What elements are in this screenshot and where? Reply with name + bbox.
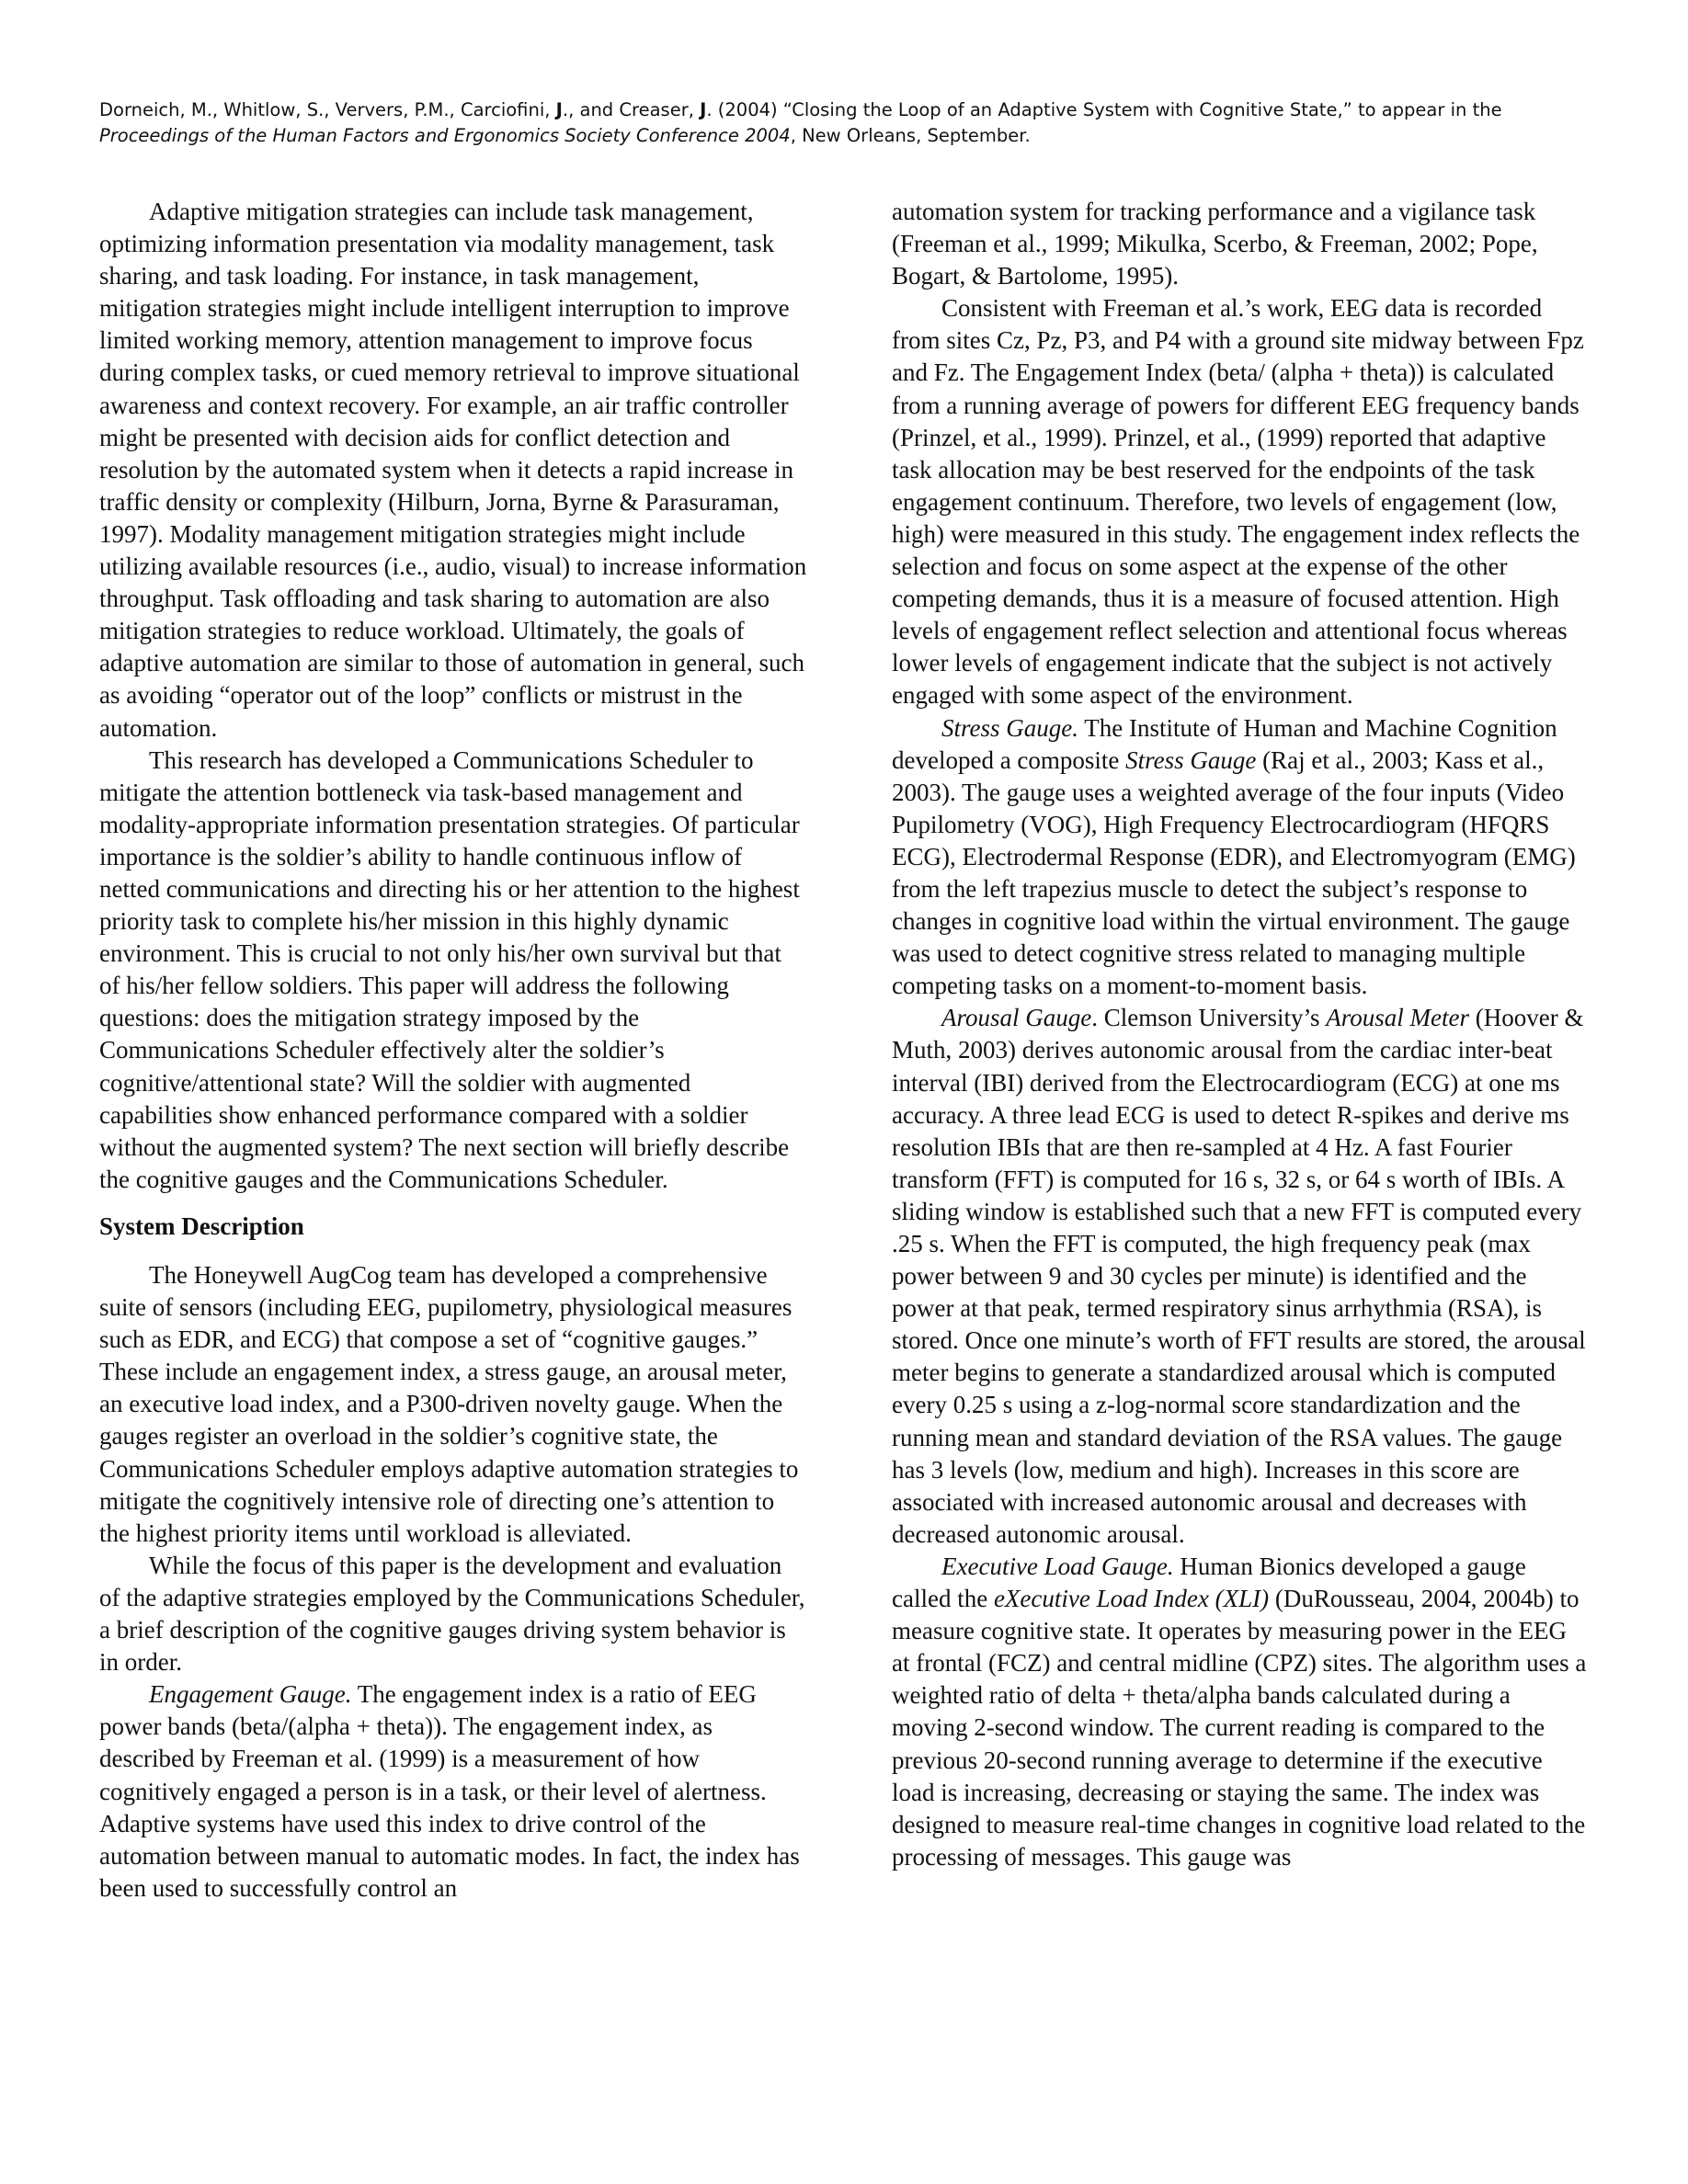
paragraph-augcog-sensors: The Honeywell AugCog team has developed a comprehensive suite of sensors (including EEG, pupilometry, physiological measures such as EDR, and ECG) that compose a set of “cognitive gauges.” These include an engagement index, a stress gauge, an arousal meter, an executive load index, and a P300-driven novelty gauge. When the gauges register an overload in the soldier’s cognitive state, the Communications Scheduler employs adaptive automation strategies to mitigate the cognitively intensive role of directing one’s attention to the highest priority items until workload is alleviated.: [99, 1261, 799, 1547]
executive-load-gauge-title: Executive Load Gauge.: [941, 1552, 1174, 1580]
stress-gauge-text: The Institute of Human and Machine Cognition developed a composite: [892, 713, 1557, 774]
citation-authors-cont: ., and Creaser,: [562, 99, 701, 120]
xli-name: eXecutive Load Index (XLI): [993, 1585, 1270, 1613]
arousal-gauge-text: . Clemson University’s: [1091, 1004, 1327, 1032]
paragraph-stress-gauge: [892, 712, 1591, 1003]
paragraph-arousal-gauge: [892, 1002, 1591, 1551]
stress-gauge-title: Stress Gauge.: [941, 713, 1078, 742]
paragraph-eeg-sites: Consistent with Freeman et al.’s work, EEG data is recorded from sites Cz, Pz, P3, and P4 with a ground site midway between Fpz and Fz. The Engagement Index (beta/ (alpha + theta)) is calculated from a running average of powers for different EEG frequency bands (Prinzel, et al., 1999). Prinzel, et al., (1999) reported that adaptive task allocation may be best reserved for the endpoints of the task engagement continuum. Therefore, two levels of engagement (low, high) were measured in this study. The engagement index reflects the selection and focus on some aspect at the expense of the other competing demands, thus it is a measure of focused attention. High levels of engagement reflect selection and attentional focus whereas lower levels of engagement indicate that the subject is not actively engaged with some aspect of the environment.: [892, 294, 1584, 710]
executive-load-text: Human Bionics developed a gauge called the: [892, 1552, 1526, 1613]
engagement-gauge-title: Engagement Gauge.: [149, 1680, 352, 1709]
citation-proceedings: Proceedings of the Human Factors and Ergonomics Society Conference 2004: [99, 125, 791, 146]
stress-gauge-name: Stress Gauge: [1125, 745, 1257, 774]
executive-load-text-cont: (DuRousseau, 2004, 2004b) to measure cognitive state. It operates by measuring power in the EEG at frontal (FCZ) and central midline (CPZ) sites. The algorithm uses a weighted ratio of delta + theta/alpha bands calculated during a moving 2-second window. The current reading is compared to the previous 20-second running average to determine if the executive load is increasing, decreasing or staying the same. The index was designed to measure real-time changes in cognitive load related to the processing of messages. This gauge was: [892, 1585, 1587, 1871]
arousal-gauge-text-cont: (Hoover & Muth, 2003) derives autonomic arousal from the cardiac inter-beat interval (IBI) derived from the Electrocardiogram (ECG) at one ms accuracy. A three lead ECG is used to detect R-spikes and derive ms resolution IBIs that are then re-sampled at 4 Hz. A fast Fourier transform (FFT) is computed for 16 s, 32 s, or 64 s worth of IBIs. A sliding window is established such that a new FFT is computed every .25 s. When the FFT is computed, the high frequency peak (max power between 9 and 30 cycles per minute) is identified and the power at that peak, termed respiratory sinus arrhythmia (RSA), is stored. Once one minute’s worth of FFT results are stored, the arousal meter begins to generate a standardized arousal which is computed every 0.25 s using a z-log-normal score standardization and the running mean and standard deviation of the RSA values. The gauge has 3 levels (low, medium and high). Increases in this score are associated with increased autonomic arousal and decreases with decreased autonomic arousal.: [892, 1004, 1586, 1548]
citation-location: , New Orleans, September.: [790, 125, 1031, 146]
stress-gauge-text-cont: (Raj et al., 2003; Kass et al., 2003). The gauge uses a weighted average of the four inputs (Video Pupilometry (VOG), High Frequency Electrocardiogram (HFQRS ECG), Electrodermal Response (EDR), and Electromyogram (EMG) from the left trapezius muscle to detect the subject’s response to changes in cognitive load within the virtual environment. The gauge was used to detect cognitive stress related to managing multiple competing tasks on a moment-to-moment basis.: [892, 745, 1576, 1000]
paragraph-engagement-gauge: [99, 1678, 807, 1905]
left-column: [99, 196, 807, 1905]
paragraph-focus: While the focus of this paper is the development and evaluation of the adaptive strategies employed by the Communications Scheduler, a brief description of the cognitive gauges driving system behavior is in order.: [99, 1551, 805, 1677]
paragraph-communications-scheduler: This research has developed a Communications Scheduler to mitigate the attention bottleneck via task-based management and modality-appropriate information presentation strategies. Of particular importance is the soldier’s ability to handle continuous inflow of netted communications and directing his or her attention to the highest priority task to complete his/her mission in this highly dynamic environment. This is crucial to not only his/her own survival but that of his/her fellow soldiers. This paper will address the following questions: does the mitigation strategy imposed by the Communications Scheduler effectively alter the soldier’s cognitive/attentional state? Will the soldier with augmented capabilities show enhanced performance compared with a soldier without the augmented system? The next section will briefly describe the cognitive gauges and the Communications Scheduler.: [99, 745, 800, 1193]
arousal-meter-name: Arousal Meter: [1326, 1004, 1469, 1032]
citation-initial: J: [700, 99, 707, 120]
paragraph-adaptive-mitigation: Adaptive mitigation strategies can include task management, optimizing information presentation via modality management, task sharing, and task loading. For instance, in task management, mitigation strategies might include intelligent interruption to improve limited working memory, attention management to improve focus during complex tasks, or cued memory retrieval to improve situational awareness and context recovery. For example, an air traffic controller might be presented with decision aids for conflict detection and resolution by the automated system when it detects a rapid increase in traffic density or complexity (Hilburn, Jorna, Byrne & Parasuraman, 1997). Modality management mitigation strategies might include utilizing available resources (i.e., audio, visual) to increase information throughput. Task offloading and task sharing to automation are also mitigation strategies to reduce workload. Ultimately, the goals of adaptive automation are similar to those of automation in general, such as avoiding “operator out of the loop” conflicts or mistrust in the automation.: [99, 198, 807, 742]
engagement-gauge-body: The engagement index is a ratio of EEG power bands (beta/(alpha + theta)). The engagement index, as described by Freeman et al. (1999) is a measurement of how cognitively engaged a person is in a task, or their level of alertness. Adaptive systems have used this index to drive control of the automation between manual to automatic modes. In fact, the index has been used to successfully control an: [99, 1680, 800, 1902]
citation-authors: Dorneich, M., Whitlow, S., Ververs, P.M., Carciofini,: [99, 99, 556, 120]
citation-title: . (2004) “Closing the Loop of an Adaptive System with Cognitive State,” to appear in the: [706, 99, 1502, 120]
paragraph-executive-load-gauge: [892, 1551, 1591, 1873]
citation-header: [99, 97, 1589, 149]
right-column: [892, 196, 1591, 1873]
section-heading-system-description: System Description: [99, 1211, 304, 1240]
arousal-gauge-title: Arousal Gauge: [941, 1004, 1092, 1032]
citation-initial: J: [555, 99, 563, 120]
paragraph-continued: automation system for tracking performance and a vigilance task (Freeman et al., 1999; Mikulka, Scerbo, & Freeman, 2002; Pope, Bogart, & Bartolome, 1995).: [892, 198, 1538, 290]
